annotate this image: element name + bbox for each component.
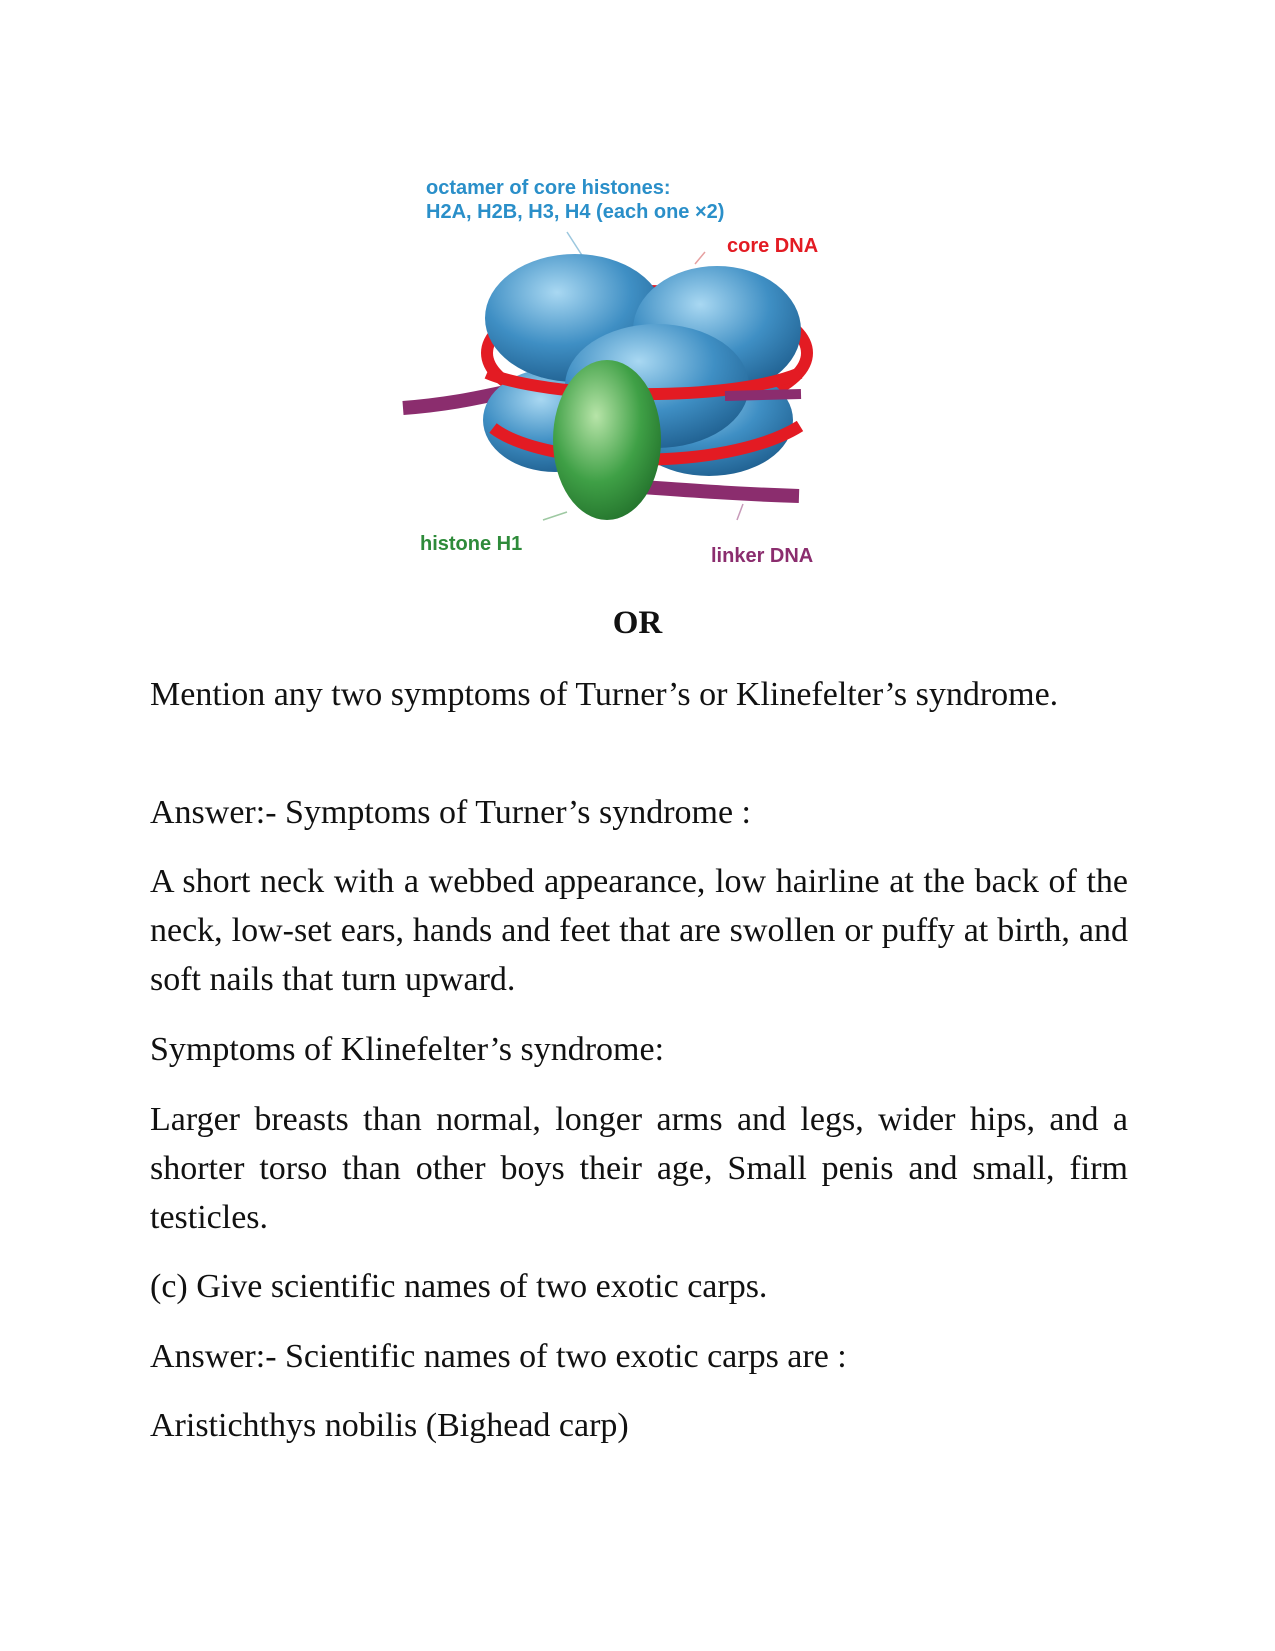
- octamer-label-line2: H2A, H2B, H3, H4 (each one ×2): [426, 201, 725, 223]
- linker-dna-back-right: [725, 394, 801, 396]
- nucleosome-diagram: [395, 168, 835, 578]
- answer-turner-intro: Answer:- Symptoms of Turner’s syndrome :: [150, 794, 751, 831]
- nucleosome-illustration: [395, 168, 835, 578]
- or-heading: OR: [612, 605, 663, 641]
- klinefelter-symptoms: Larger breasts than normal, longer arms and legs, wider hips, and a shorter torso than other boys their age, Small penis and small, firm testicles.: [150, 1101, 1128, 1236]
- octamer-label: [426, 176, 724, 224]
- linker-dna-label: linker DNA: [711, 545, 814, 567]
- question-exotic-carps: (c) Give scientific names of two exotic carps.: [150, 1268, 768, 1305]
- histone-h1-shape: [553, 360, 661, 520]
- linker-dna-leader-line: [737, 504, 743, 520]
- answer-carps-intro: Answer:- Scientific names of two exotic carps are :: [150, 1338, 847, 1375]
- klinefelter-intro: Symptoms of Klinefelter’s syndrome:: [150, 1031, 665, 1068]
- core-dna-leader-line: [695, 252, 705, 264]
- question-turner-klinefelter: Mention any two symptoms of Turner’s or Klinefelter’s syndrome.: [150, 676, 1059, 713]
- histone-h1-label: histone H1: [420, 533, 523, 555]
- turner-symptoms: A short neck with a webbed appearance, low hairline at the back of the neck, low-set ears, hands and feet that are swollen or puffy at birth, and soft nails that turn upward.: [150, 863, 1128, 998]
- octamer-label-line1: octamer of core histones:: [426, 177, 671, 199]
- carp-name-1: Aristichthys nobilis (Bighead carp): [150, 1407, 629, 1444]
- linker-dna-right: [627, 486, 799, 496]
- core-dna-label: core DNA: [727, 235, 819, 257]
- histone-h1-leader-line: [543, 512, 567, 520]
